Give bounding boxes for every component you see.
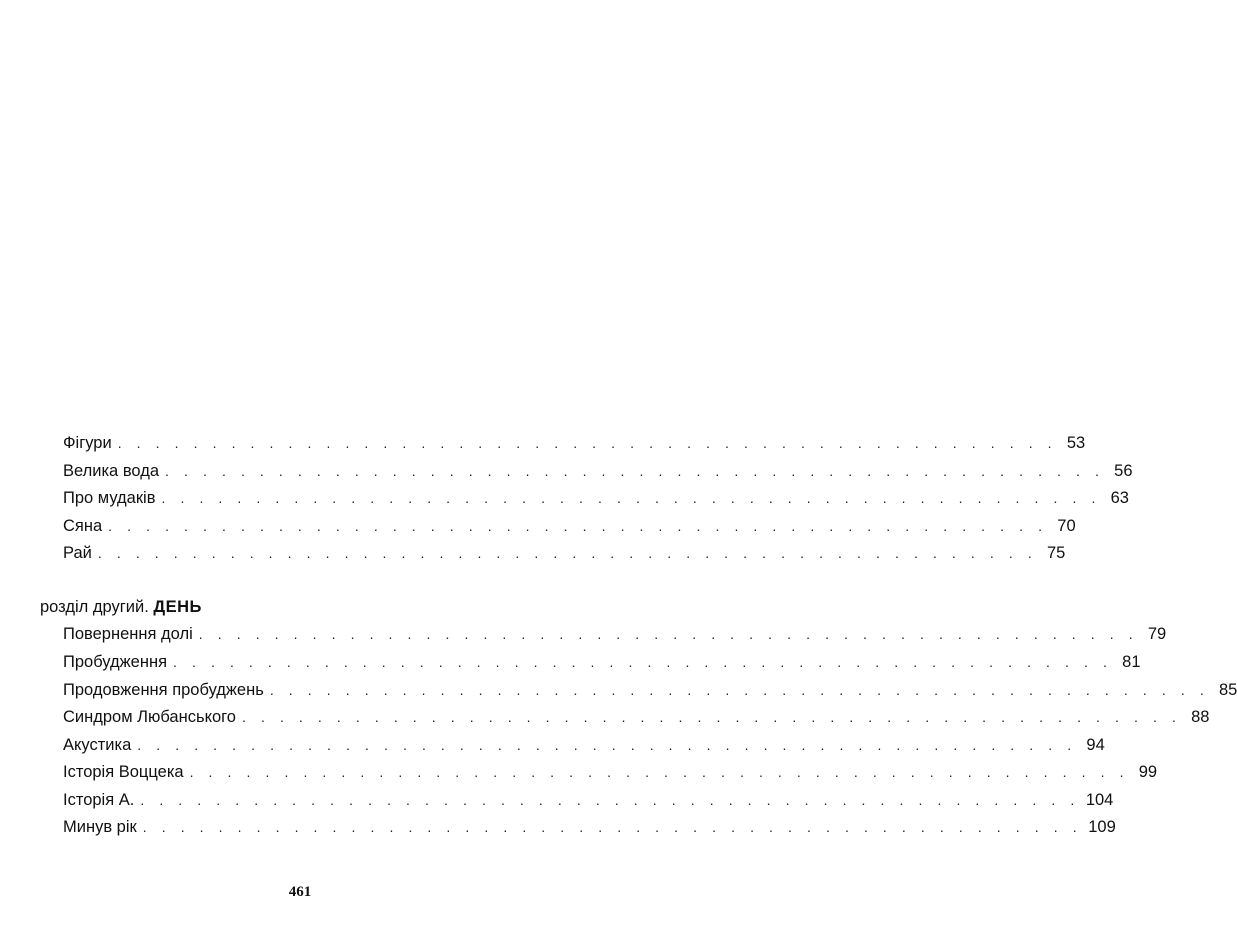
toc-entry-page: 63 [1110,489,1129,507]
toc-leader-dots: . . . . . . . . . . . . . . . . . . . . . . . . . . . . . . . . . . . . . . . . . . . . . . . . . . [198,626,1139,642]
toc-entry-title: Продовження пробуджень [63,681,264,699]
toc-entry [63,459,1133,483]
toc-entry [63,815,1116,839]
toc-leader-dots: . . . . . . . . . . . . . . . . . . . . . . . . . . . . . . . . . . . . . . . . . . . . . . . . . . [269,682,1210,698]
toc-entry [63,733,1105,757]
toc-leader-dots: . . . . . . . . . . . . . . . . . . . . . . . . . . . . . . . . . . . . . . . . . . . . . . . . . . [108,518,1048,534]
toc-leader-dots: . . . . . . . . . . . . . . . . . . . . . . . . . . . . . . . . . . . . . . . . . . . . . . . . . . [117,435,1058,451]
toc-leader-dots: . . . . . . . . . . . . . . . . . . . . . . . . . . . . . . . . . . . . . . . . . . . . . . . . . . [165,463,1105,479]
toc-leader-dots: . . . . . . . . . . . . . . . . . . . . . . . . . . . . . . . . . . . . . . . . . . . . . . . . . . [241,709,1182,725]
toc-entry-page: 88 [1191,708,1210,726]
toc-entry [63,514,1076,538]
toc-leader-dots: . . . . . . . . . . . . . . . . . . . . . . . . . . . . . . . . . . . . . . . . . . . . . . . . . . [140,792,1080,808]
toc-entry-title: Фігури [63,434,112,452]
toc-entry [63,622,1167,646]
section-label: розділ другий. [40,598,149,616]
toc-entry-title: Про мудаків [63,489,156,507]
toc-entry-title: Історія Воццека [63,763,184,781]
toc-leader-dots: . . . . . . . . . . . . . . . . . . . . . . . . . . . . . . . . . . . . . . . . . . . . . . . . . . [161,490,1101,506]
toc-entry-title: Пробудження [63,653,168,671]
toc-entry-title: Сяна [63,517,103,535]
toc-entry-page: 104 [1085,791,1114,809]
toc-leader-dots: . . . . . . . . . . . . . . . . . . . . . . . . . . . . . . . . . . . . . . . . . . . . . . . . . . [173,654,1113,670]
toc-entry-page: 53 [1066,434,1086,452]
toc-entry-title: Історія А. [63,791,135,809]
toc-entry-page: 99 [1138,763,1158,781]
toc-entry-page: 109 [1088,818,1116,836]
toc-entry-page: 79 [1147,625,1167,643]
toc-entry-page: 75 [1046,544,1066,562]
toc-entry [63,705,1210,729]
toc-entry [63,431,1086,455]
toc-leader-dots: . . . . . . . . . . . . . . . . . . . . . . . . . . . . . . . . . . . . . . . . . . . . . . . . . . [97,545,1038,561]
toc-entry [63,486,1129,510]
toc-entry-page: 85 [1218,681,1237,699]
toc-leader-dots: . . . . . . . . . . . . . . . . . . . . . . . . . . . . . . . . . . . . . . . . . . . . . . . . . . [137,737,1077,753]
toc-entry-title: Синдром Любанського [63,708,236,726]
toc-entry-page: 56 [1114,462,1133,480]
toc-entry-title: Повернення долі [63,625,193,643]
section-heading [40,595,202,619]
toc-leader-dots: . . . . . . . . . . . . . . . . . . . . . . . . . . . . . . . . . . . . . . . . . . . . . . . . . . [189,764,1130,780]
toc-entry-title: Велика вода [63,462,160,480]
toc-entry-page: 70 [1057,517,1076,535]
section-name: ДЕНЬ [153,598,202,616]
toc-entry-page: 94 [1086,736,1105,754]
toc-entry [63,788,1114,812]
toc-entry [63,678,1237,702]
toc-entry [63,541,1066,565]
toc-entry [63,650,1141,674]
toc-entry-title: Акустика [63,736,132,754]
page-number: 461 [288,884,312,900]
toc-leader-dots: . . . . . . . . . . . . . . . . . . . . . . . . . . . . . . . . . . . . . . . . . . . . . . . . . . [142,819,1083,835]
toc-entry-page: 81 [1122,653,1141,671]
toc-entry-title: Рай [63,544,92,562]
toc-entry-title: Минув рік [63,818,137,836]
toc-entry [63,760,1158,784]
